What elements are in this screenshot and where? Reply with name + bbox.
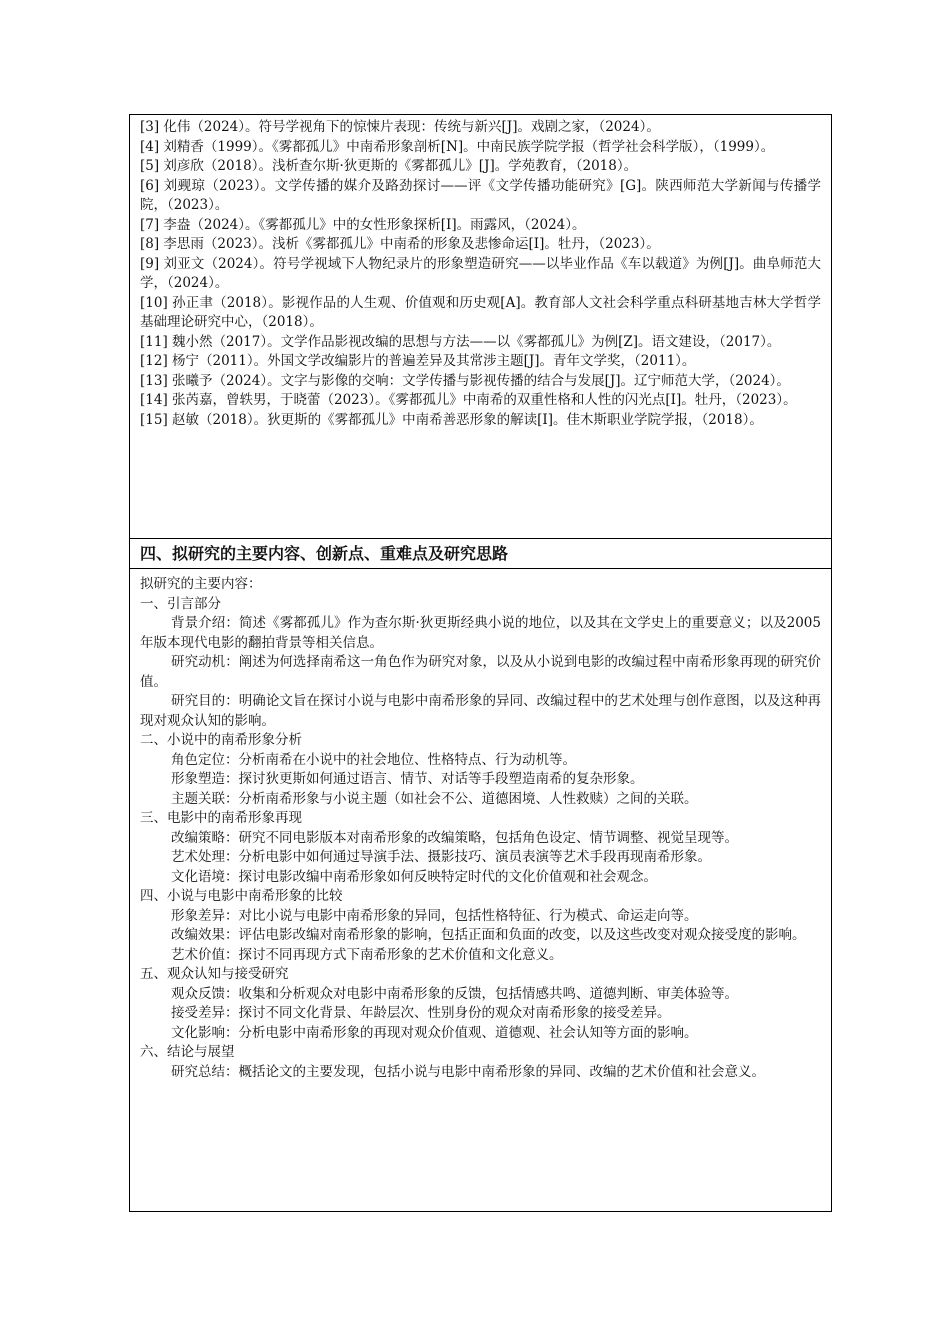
content-paragraph: 形象差异：对比小说与电影中南希形象的异同，包括性格特征、行为模式、命运走向等。 [171,907,698,924]
reference-item: [15] 赵敏（2018）。狄更斯的《雾都孤儿》中南希善恶形象的解读[I]。佳木斯职业学院学报，（2018）。 [140,411,763,428]
research-content-cell [130,569,831,1211]
content-heading: 一、引言部分 [140,595,221,612]
reference-item: [5] 刘彦欣（2018）。浅析查尔斯·狄更斯的《雾都孤儿》[J]。学苑教育，（2018）。 [140,158,638,174]
content-paragraph: 艺术处理：分析电影中如何通过导演手法、摄影技巧、演员表演等艺术手段再现南希形象。 [171,849,712,865]
content-paragraph: 艺术价值：探讨不同再现方式下南希形象的艺术价值和文化意义。 [171,946,563,963]
content-heading: 五、观众认知与接受研究 [140,966,289,982]
reference-item: [8] 李思雨（2023）。浅析《雾都孤儿》中南希的形象及悲惨命运[I]。牡丹，（2023）。 [140,236,660,252]
content-paragraph: 文化影响：分析电影中南希形象的再现对观众价值观、道德观、社会认知等方面的影响。 [171,1024,698,1041]
reference-item: [3] 化伟（2024）。符号学视角下的惊悚片表现：传统与新兴[J]。戏剧之家，（2024）。 [140,119,660,135]
content-paragraph: 背景介绍：简述《雾都孤儿》作为查尔斯·狄更斯经典小说的地位，以及其在文学史上的重要意义；以及2005年版本现代电影的翻拍背景等相关信息。 [140,615,821,651]
reference-item: [6] 刘觋琼（2023）。文学传播的媒介及路劲探讨——评《文学传播功能研究》[G]。陕西师范大学新闻与传播学院，（2023）。 [140,177,821,213]
content-paragraph: 研究动机：阐述为何选择南希这一角色作为研究对象，以及从小说到电影的改编过程中南希形象再现的研究价值。 [140,654,821,690]
reference-item: [12] 杨宁（2011）。外国文学改编影片的普遍差异及其常涉主题[J]。青年文学奖，（2011）。 [140,353,696,369]
content-paragraph: 主题关联：分析南希形象与小说主题（如社会不公、道德困境、人性救赎）之间的关联。 [171,790,698,807]
content-heading: 四、小说与电影中南希形象的比较 [140,888,343,904]
content-paragraph: 拟研究的主要内容： [140,576,262,592]
reference-item: [7] 李盎（2024）。《雾都孤儿》中的女性形象探析[I]。雨露风，（2024）。 [140,216,586,233]
content-heading: 六、结论与展望 [140,1044,235,1060]
reference-item: [14] 张芮嘉，曾轶男，于晓蕾（2023）。《雾都孤儿》中南希的双重性格和人性的闪光点[I]。牡丹，（2023）。 [140,392,797,408]
content-heading: 三、电影中的南希形象再现 [140,810,302,826]
content-paragraph: 文化语境：探讨电影改编中南希形象如何反映特定时代的文化价值观和社会观念。 [171,868,658,885]
content-heading: 二、小说中的南希形象分析 [140,732,302,748]
reference-item: [11] 魏小然（2017）。文学作品影视改编的思想与方法——以《雾都孤儿》为例[Z]。语文建设，（2017）。 [140,333,781,350]
content-paragraph: 观众反馈：收集和分析观众对电影中南希形象的反馈，包括情感共鸣、道德判断、审美体验等。 [171,985,739,1002]
content-paragraph: 改编策略：研究不同电影版本对南希形象的改编策略，包括角色设定、情节调整、视觉呈现等。 [171,829,739,846]
reference-item: [10] 孙正聿（2018）。影视作品的人生观、价值观和历史观[A]。教育部人文社会科学重点科研基地吉林大学哲学基础理论研究中心，（2018）。 [140,294,821,330]
content-paragraph: 接受差异：探讨不同文化背景、年龄层次、性别身份的观众对南希形象的接受差异。 [171,1005,671,1021]
references-cell [130,115,831,539]
content-paragraph: 改编效果：评估电影改编对南希形象的影响，包括正面和负面的改变，以及这些改变对观众接受度的影响。 [171,927,806,943]
form-table [129,114,832,1212]
content-paragraph: 研究总结：概括论文的主要发现，包括小说与电影中南希形象的异同、改编的艺术价值和社会意义。 [171,1063,766,1080]
content-paragraph: 研究目的：明确论文旨在探讨小说与电影中南希形象的异同、改编过程中的艺术处理与创作意图，以及这种再现对观众认知的影响。 [140,693,821,729]
content-paragraph: 形象塑造：探讨狄更斯如何通过语言、情节、对话等手段塑造南希的复杂形象。 [171,771,644,787]
reference-item: [13] 张曦予（2024）。文字与影像的交响：文学传播与影视传播的结合与发展[J]。辽宁师范大学，（2024）。 [140,372,790,389]
section-title: 四、拟研究的主要内容、创新点、重难点及研究思路 [140,544,509,563]
section-header-cell [130,539,831,569]
reference-item: [9] 刘亚文（2024）。符号学视域下人物纪录片的形象塑造研究——以毕业作品《车以载道》为例[J]。曲阜师范大学，（2024）。 [140,255,821,291]
content-paragraph: 角色定位：分析南希在小说中的社会地位、性格特点、行为动机等。 [171,751,577,768]
reference-item: [4] 刘精香（1999）。《雾都孤儿》中南希形象剖析[N]。中南民族学院学报（哲学社会科学版），（1999）。 [140,138,775,155]
